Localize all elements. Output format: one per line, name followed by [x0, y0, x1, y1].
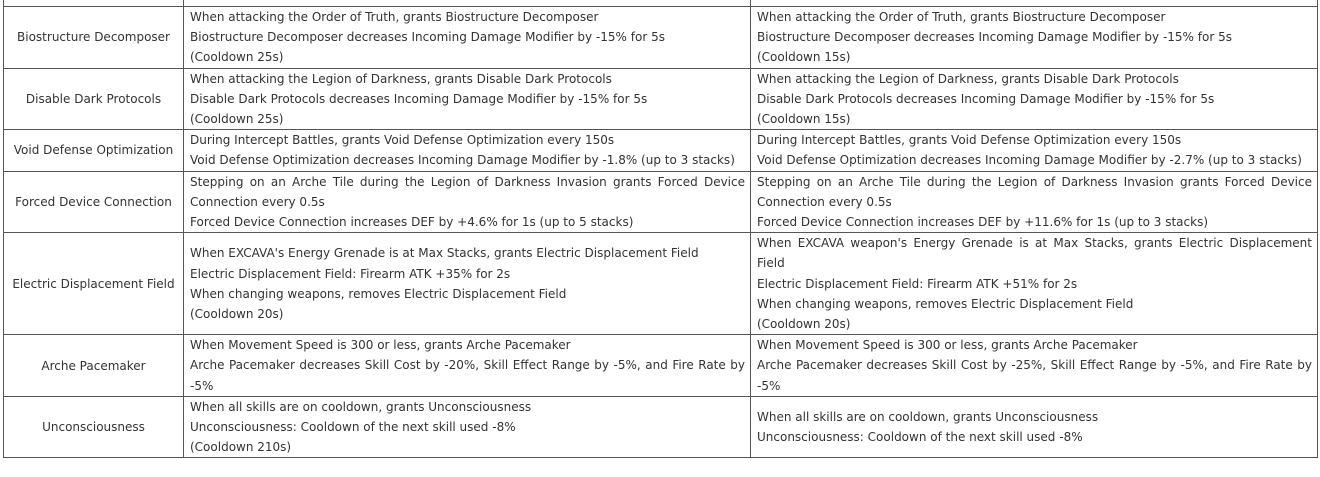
description-line: When changing weapons, removes Electric Displacement Field — [190, 286, 567, 301]
description-line: Stepping on an Arche Tile during the Legion of Darkness Invasion grants Forced Device Connection every 0.5s — [757, 174, 1312, 209]
effect-name: Electric Displacement Field — [4, 233, 184, 335]
table-row — [4, 171, 1318, 233]
description-line: When all skills are on cooldown, grants Unconsciousness — [190, 399, 532, 414]
effect-description-right — [751, 335, 1318, 397]
description-line: Stepping on an Arche Tile during the Legion of Darkness Invasion grants Forced Device Connection every 0.5s — [190, 174, 745, 209]
effect-name: Unconsciousness — [4, 396, 184, 458]
effect-name: Biostructure Decomposer — [4, 7, 184, 69]
description-line: Forced Device Connection increases DEF by +11.6% for 1s (up to 3 stacks) — [757, 215, 1209, 230]
effect-description-left — [184, 233, 751, 335]
effect-description-right — [751, 68, 1318, 130]
effect-description-right — [751, 396, 1318, 458]
description-line: When all skills are on cooldown, grants Unconsciousness — [757, 409, 1099, 424]
description-line: When EXCAVA's Energy Grenade is at Max Stacks, grants Electric Displacement Field — [190, 246, 699, 261]
description-line: When attacking the Order of Truth, grants Biostructure Decomposer — [190, 10, 599, 24]
description-line: Biostructure Decomposer decreases Incoming Damage Modifier by -15% for 5s — [190, 30, 665, 45]
table-row — [4, 335, 1318, 397]
effect-description-left — [184, 7, 751, 69]
description-line: (Cooldown 15s) — [757, 50, 851, 65]
description-line: (Cooldown 25s) — [190, 112, 284, 127]
description-line: When attacking the Order of Truth, grants Biostructure Decomposer — [757, 10, 1166, 24]
description-line: Forced Device Connection increases DEF by +4.6% for 1s (up to 5 stacks) — [190, 215, 634, 230]
effect-description-left — [184, 130, 751, 171]
effect-name: Disable Dark Protocols — [4, 68, 184, 130]
description-line: Void Defense Optimization decreases Incoming Damage Modifier by -1.8% (up to 3 stacks) — [190, 153, 735, 168]
description-line: (Cooldown 25s) — [190, 50, 284, 65]
description-line: When changing weapons, removes Electric Displacement Field — [757, 296, 1134, 311]
description-line: Electric Displacement Field: Firearm ATK +35% for 2s — [190, 266, 511, 281]
description-line: (Cooldown 20s) — [190, 306, 284, 321]
description-line: Unconsciousness: Cooldown of the next skill used -8% — [757, 430, 1083, 445]
description-line: (Cooldown 20s) — [757, 317, 851, 332]
description-line: When attacking the Legion of Darkness, grants Disable Dark Protocols — [190, 71, 612, 86]
effect-name: Forced Device Connection — [4, 171, 184, 233]
description-line: Disable Dark Protocols decreases Incoming Damage Modifier by -15% for 5s — [757, 91, 1215, 106]
effect-description-left — [184, 68, 751, 130]
description-line: Biostructure Decomposer decreases Incoming Damage Modifier by -15% for 5s — [757, 30, 1232, 45]
effect-description-left — [184, 396, 751, 458]
description-line: Unconsciousness: Cooldown of the next skill used -8% — [190, 420, 516, 435]
table-row — [4, 68, 1318, 130]
table-row — [4, 396, 1318, 458]
description-line: When attacking the Legion of Darkness, grants Disable Dark Protocols — [757, 71, 1179, 86]
description-line: When EXCAVA weapon's Energy Grenade is at Max Stacks, grants Electric Displacement Field — [757, 236, 1312, 271]
table-row — [4, 233, 1318, 335]
effect-name: Arche Pacemaker — [4, 335, 184, 397]
table-row — [4, 130, 1318, 171]
description-line: Disable Dark Protocols decreases Incoming Damage Modifier by -15% for 5s — [190, 91, 648, 106]
effect-description-right — [751, 7, 1318, 69]
effect-description-right — [751, 171, 1318, 233]
description-line: Arche Pacemaker decreases Skill Cost by -25%, Skill Effect Range by -5%, and Fire Rate by -5% — [757, 358, 1312, 393]
description-line: Void Defense Optimization decreases Incoming Damage Modifier by -2.7% (up to 3 stacks) — [757, 153, 1302, 168]
effect-description-left — [184, 335, 751, 397]
description-line: During Intercept Battles, grants Void Defense Optimization every 150s — [190, 133, 615, 148]
effect-description-left — [184, 171, 751, 233]
description-line: (Cooldown 210s) — [190, 440, 292, 455]
effect-description-right — [751, 233, 1318, 335]
description-line: Arche Pacemaker decreases Skill Cost by -20%, Skill Effect Range by -5%, and Fire Rate by -5% — [190, 358, 745, 393]
effect-name: Void Defense Optimization — [4, 130, 184, 171]
description-line: (Cooldown 15s) — [757, 112, 851, 127]
description-line: When Movement Speed is 300 or less, grants Arche Pacemaker — [757, 338, 1138, 353]
table-row — [4, 7, 1318, 69]
effects-table — [3, 0, 1318, 458]
description-line: During Intercept Battles, grants Void Defense Optimization every 150s — [757, 133, 1182, 148]
effect-description-right — [751, 130, 1318, 171]
description-line: Electric Displacement Field: Firearm ATK +51% for 2s — [757, 276, 1078, 291]
description-line: When Movement Speed is 300 or less, grants Arche Pacemaker — [190, 338, 571, 353]
